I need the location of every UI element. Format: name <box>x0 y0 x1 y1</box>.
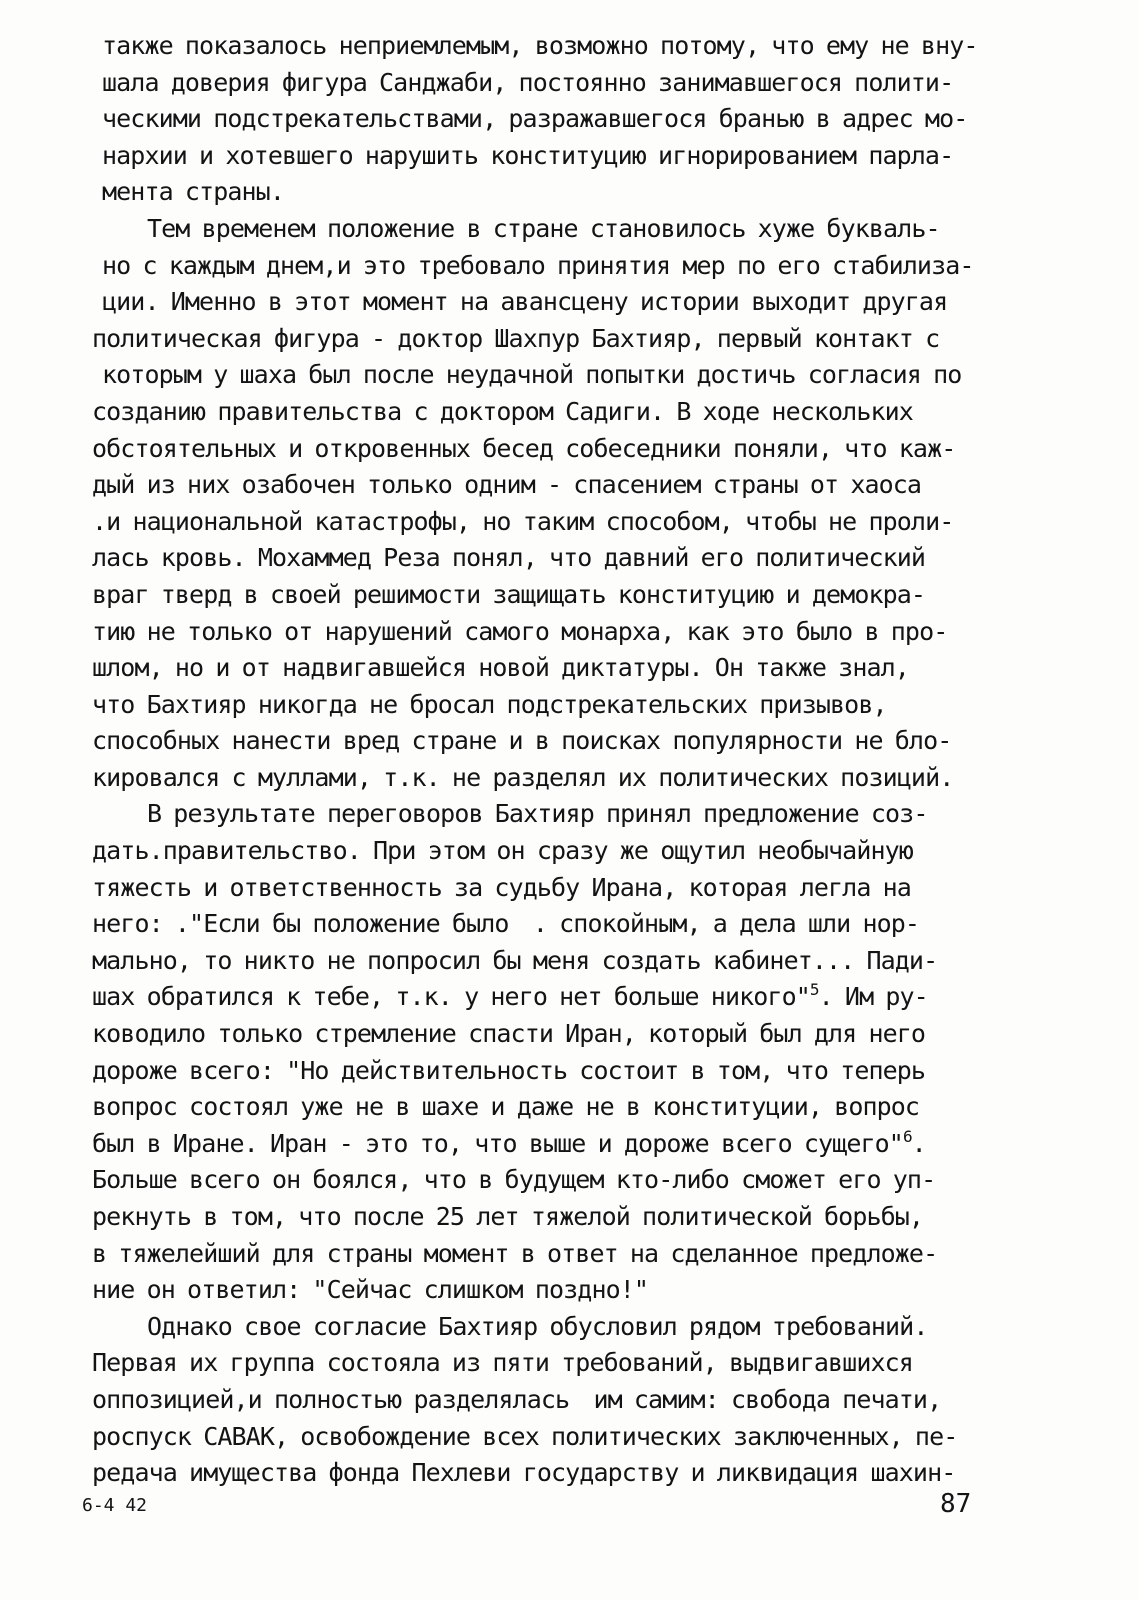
paragraph-first-line: Однако свое согласие Бахтияр обусловил рядом требований. <box>147 1311 928 1341</box>
text-line: мента страны. <box>102 177 284 207</box>
text-line: созданию правительства с доктором Садиги. В ходе нескольких <box>92 396 913 426</box>
footer-code: 6-4 42 <box>82 1495 148 1516</box>
text-line: Больше всего он боялся, что в будущем кто-либо сможет его уп- <box>92 1165 936 1195</box>
paragraph-first-line: В результате переговоров Бахтияр принял предложение соз- <box>147 799 928 829</box>
text-line: вопрос состоял уже не в шахе и даже не в конституции, вопрос <box>92 1092 920 1122</box>
text-fragment: . <box>911 1128 926 1158</box>
text-line-with-footnote <box>92 979 1052 1016</box>
text-line: редача имущества фонда Пехлеви государству и ликвидация шахин- <box>92 1458 956 1488</box>
text-line: нархии и хотевшего нарушить конституцию игнорированием парла- <box>102 140 954 170</box>
text-line: кировался с муллами, т.к. не разделял их политических позиций. <box>92 762 954 792</box>
footnote-marker: 6 <box>902 1126 912 1146</box>
text-line: которым у шаха был после неудачной попытки достичь согласия по <box>102 360 962 390</box>
text-fragment: был в Иране. Иран - это то, что выше и дороже всего сущего" <box>92 1128 903 1158</box>
text-fragment: . Им ру- <box>818 982 928 1012</box>
text-line: в тяжелейший для страны момент в ответ на сделанное предложе- <box>92 1238 938 1268</box>
text-line: дать.правительство. При этом он сразу же ощутил необычайную <box>92 836 913 866</box>
text-line: оппозицией,и полностью разделялась им самим: свобода печати, <box>92 1384 942 1414</box>
text-line: лась кровь. Мохаммед Реза понял, что давний его политический <box>92 543 926 573</box>
paragraph-first-line: Тем временем положение в стране становилось хуже букваль- <box>147 213 940 243</box>
text-fragment: шах обратился к тебе, т.к. у него нет больше никого" <box>92 982 810 1012</box>
text-line: рекнуть в том, что после 25 лет тяжелой политической борьбы, <box>92 1202 924 1231</box>
text-line: ние он ответил: "Сейчас слишком поздно!" <box>92 1275 649 1305</box>
page-number: 87 <box>940 1489 972 1519</box>
text-line: но с каждым днем,и это требовало принятия мер по его стабилиза- <box>102 250 974 280</box>
text-line: .и национальной катастрофы, но таким способом, чтобы не проли- <box>92 506 954 536</box>
text-line: ководило только стремление спасти Иран, который был для него <box>92 1019 926 1049</box>
text-line: ческими подстрекательствами, разражавшегося бранью в адрес мо- <box>102 104 968 134</box>
text-line: шлом, но и от надвигавшейся новой диктатуры. Он также знал, <box>92 653 909 683</box>
text-line: политическая фигура - доктор Шахпур Бахтияр, первый контакт с <box>92 323 940 353</box>
text-body <box>92 28 1052 1492</box>
text-line: враг тверд в своей решимости защищать конституцию и демокра- <box>92 579 926 609</box>
text-line: также показалось неприемлемым, возможно потому, что ему не вну- <box>102 31 978 60</box>
text-line: него: ."Если бы положение было . спокойным, а дела шли нор- <box>92 909 920 939</box>
text-line: обстоятельных и откровенных бесед собеседники поняли, что каж- <box>92 433 956 463</box>
text-line: тию не только от нарушений самого монарха, как это было в про- <box>92 616 948 646</box>
text-line: Первая их группа состояла из пяти требований, выдвигавшихся <box>92 1348 913 1378</box>
text-line: дый из них озабочен только одним - спасением страны от хаоса <box>92 470 922 500</box>
text-line: дороже всего: "Но действительность состоит в том, что теперь <box>92 1055 926 1085</box>
footnote-marker: 5 <box>809 980 819 1000</box>
text-line: роспуск САВАК, освобождение всех политических заключенных, пе- <box>92 1421 958 1451</box>
text-line: ции. Именно в этот момент на авансцену истории выходит другая <box>102 287 948 317</box>
text-line: что Бахтияр никогда не бросал подстрекательских призывов, <box>92 689 887 719</box>
text-line: шала доверия фигура Санджаби, постоянно занимавшегося полити- <box>102 67 954 97</box>
text-line: способных нанести вред стране и в поисках популярности не бло- <box>92 726 952 756</box>
text-line: мально, то никто не попросил бы меня создать кабинет... Пади- <box>92 945 938 975</box>
text-line: тяжесть и ответственность за судьбу Ирана, которая легла на <box>92 872 911 902</box>
text-line-with-footnote <box>92 1126 1052 1163</box>
